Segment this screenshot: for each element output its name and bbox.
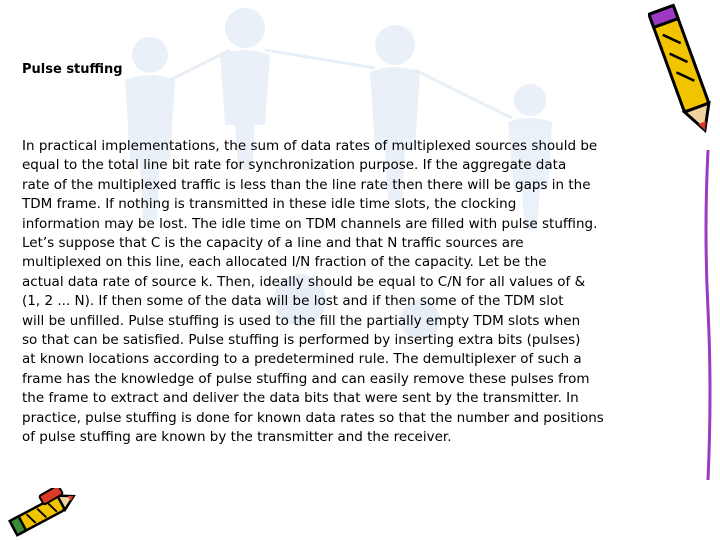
paragraph-line: so that can be satisfied. Pulse stuffing is performed by inserting extra bits (pulses) — [22, 332, 581, 349]
paragraph-line: equal to the total line bit rate for synchronization purpose. If the aggregate data — [22, 157, 567, 174]
paragraph-line: In practical implementations, the sum of data rates of multiplexed sources should be — [22, 138, 598, 154]
paragraph-line: of pulse stuffing are known by the transmitter and the receiver. — [22, 429, 452, 446]
paragraph-line: practice, pulse stuffing is done for known data rates so that the number and positions — [22, 409, 604, 426]
margin-decoration — [700, 150, 716, 480]
paragraph-line: at known locations according to a predetermined rule. The demultiplexer of such a — [22, 351, 582, 368]
body-paragraph — [22, 137, 698, 448]
paragraph-line: frame has the knowledge of pulse stuffing and can easily remove these pulses from — [22, 370, 590, 387]
paragraph-line: rate of the multiplexed traffic is less than the line rate then there will be gaps in the — [22, 176, 591, 193]
page-title: Pulse stuffing — [22, 62, 123, 77]
paragraph-line: actual data rate of source k. Then, ideally should be equal to C/N for all values of & — [22, 273, 586, 290]
paragraph-line: information may be lost. The idle time on TDM channels are filled with pulse stuffing. — [22, 215, 598, 232]
paragraph-line: Let’s suppose that C is the capacity of a line and that N traffic sources are — [22, 235, 524, 252]
pencil-icon — [0, 488, 80, 540]
paragraph-line: multiplexed on this line, each allocated I/N fraction of the capacity. Let be the — [22, 254, 547, 271]
paragraph-line: TDM frame. If nothing is transmitted in these idle time slots, the clocking — [22, 196, 517, 213]
pencil-icon — [648, 0, 718, 140]
paragraph-line: the frame to extract and deliver the data bits that were sent by the transmitter. In — [22, 390, 579, 407]
paragraph-line: will be unfilled. Pulse stuffing is used to the fill the partially empty TDM slots when — [22, 312, 581, 329]
paragraph-line: (1, 2 ... N). If then some of the data will be lost and if then some of the TDM slot — [22, 293, 564, 310]
